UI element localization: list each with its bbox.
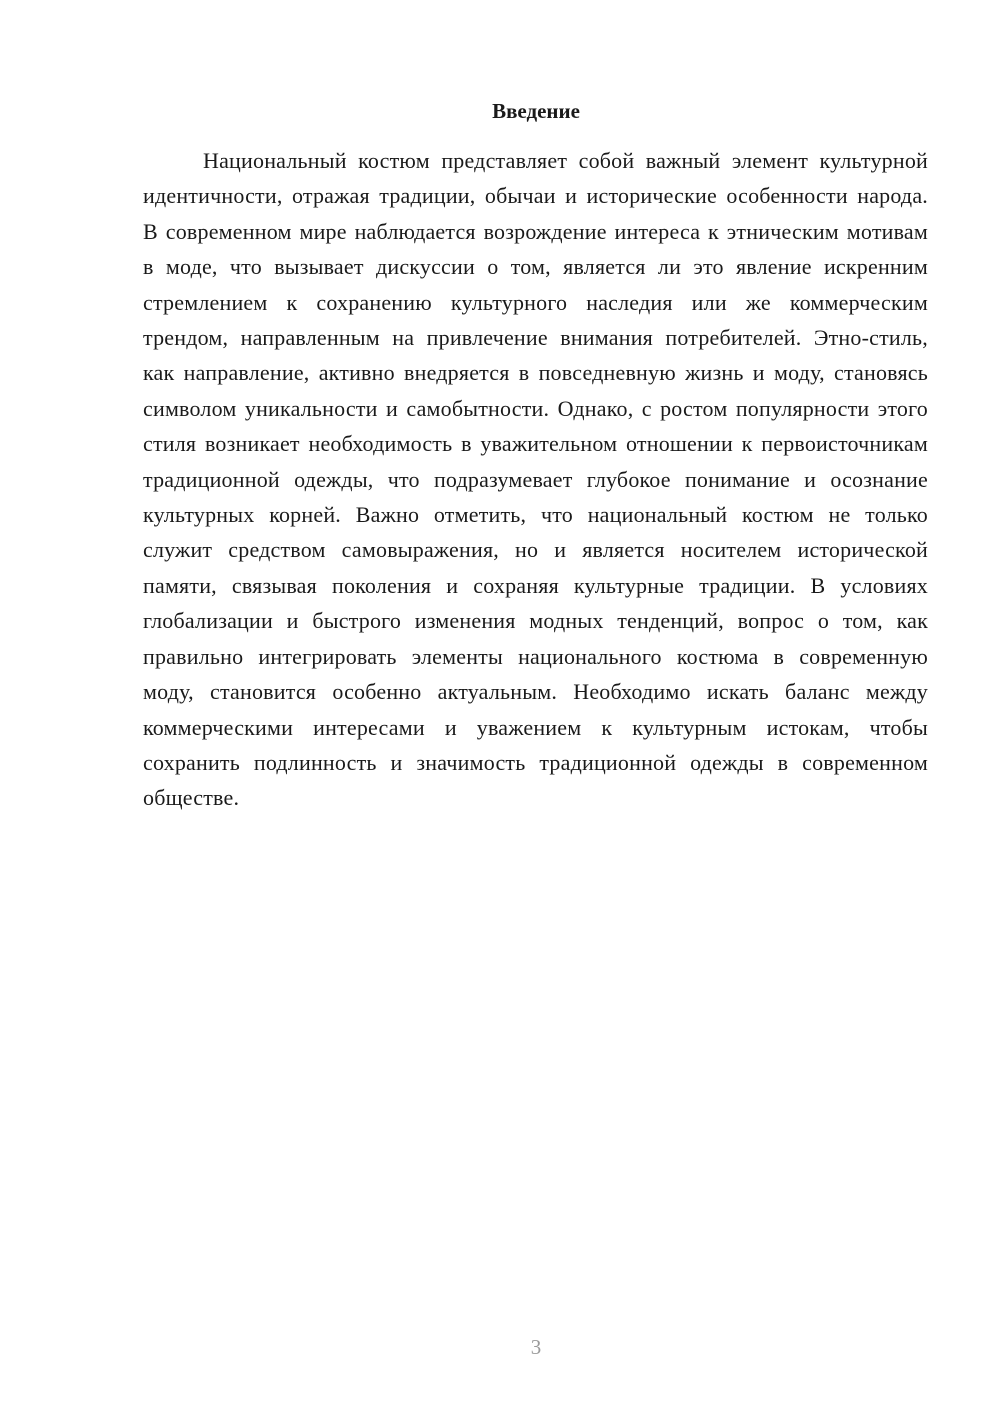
page-number: 3	[530, 1335, 542, 1359]
body-paragraph: Национальный костюм представляет собой важный элемент культурной идентичности, отражая традиции, обычаи и исторические особенности народа. В современном мире наблюдается возрождение интереса к этническим мотивам в моде, что вызывает дискуссии о том, является ли это явление искренним стремлением к сохранению культурного наследия или же коммерческим трендом, направленным на привлечение внимания потребителей. Этно-стиль, как направление, активно внедряется в повседневную жизнь и моду, становясь символом уникальности и самобытности. Однако, с ростом популярности этого стиля возникает необходимость в уважительном отношении к первоисточникам традиционной одежды, что подразумевает глубокое понимание и осознание культурных корней. Важно отметить, что национальный костюм не только служит средством самовыражения, но и является носителем исторической памяти, связывая поколения и сохраняя культурные традиции. В условиях глобализации и быстрого изменения модных тенденций, вопрос о том, как правильно интегрировать элементы национального костюма в современную моду, становится особенно актуальным. Необходимо искать баланс между коммерческими интересами и уважением к культурным истокам, чтобы сохранить подлинность и значимость традиционной одежды в современном обществе.	[143, 148, 928, 811]
section-heading: Введение	[492, 99, 580, 123]
